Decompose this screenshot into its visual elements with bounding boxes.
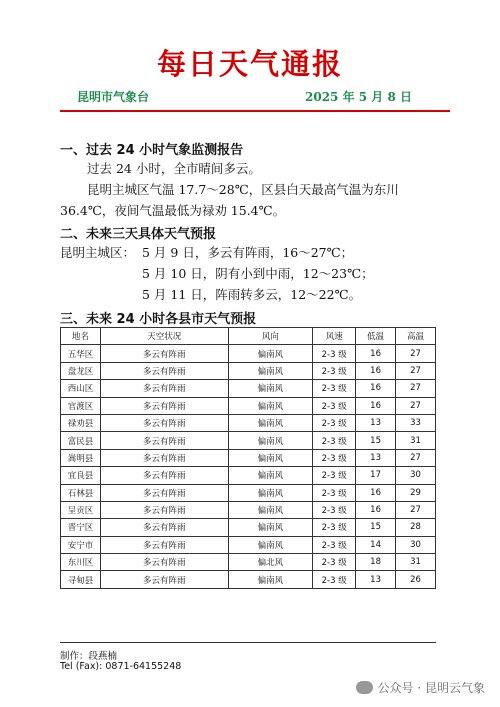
table-cell: 2-3 级 [313, 397, 356, 414]
table-row [61, 501, 436, 518]
table-cell: 28 [396, 519, 436, 536]
section1-line1: 过去 24 小时，全市晴间多云。 [87, 161, 261, 176]
table-cell: 13 [356, 571, 396, 588]
table-cell: 27 [396, 449, 436, 466]
table-cell: 18 [356, 554, 396, 571]
table-cell: 偏南风 [228, 345, 313, 362]
footer-divider [60, 642, 436, 643]
footer-tel: Tel (Fax): 0871-64155248 [60, 661, 182, 672]
table-cell: 27 [396, 362, 436, 379]
table-cell: 多云有阵雨 [100, 362, 228, 379]
table-cell: 多云有阵雨 [100, 467, 228, 484]
section2-heading: 二、未来三天具体天气预报 [60, 227, 217, 242]
table-cell: 偏南风 [228, 414, 313, 431]
table-cell: 多云有阵雨 [100, 501, 228, 518]
table-cell: 多云有阵雨 [100, 345, 228, 362]
section3-heading: 三、未来 24 小时各县市天气预报 [60, 312, 257, 327]
forecast-day3: 5 月 11 日，阵雨转多云，12～22℃。 [142, 287, 362, 302]
table-cell: 2-3 级 [313, 380, 356, 397]
table-row [61, 554, 436, 571]
table-cell: 偏南风 [228, 362, 313, 379]
table-cell: 偏南风 [228, 467, 313, 484]
table-cell: 15 [356, 432, 396, 449]
forecast-day2: 5 月 10 日，阴有小到中雨，12～23℃； [142, 266, 374, 281]
table-row [61, 362, 436, 379]
table-row [61, 484, 436, 501]
table-cell: 31 [396, 554, 436, 571]
table-cell: 禄劝县 [61, 414, 101, 431]
table-cell: 偏南风 [228, 519, 313, 536]
table-cell: 东川区 [61, 554, 101, 571]
table-row [61, 345, 436, 362]
forecast-day1: 5 月 9 日，多云有阵雨，16～27℃； [142, 245, 354, 260]
table-cell: 偏南风 [228, 449, 313, 466]
section1-line2: 昆明主城区气温 17.7～28℃，区县白天最高气温为东川 [87, 182, 399, 197]
table-row [61, 414, 436, 431]
table-cell: 2-3 级 [313, 501, 356, 518]
section1-line3: 36.4℃，夜间气温最低为禄劝 15.4℃。 [60, 203, 286, 218]
table-cell: 16 [356, 484, 396, 501]
table-cell: 偏南风 [228, 536, 313, 553]
table-cell: 33 [396, 414, 436, 431]
table-cell: 安宁市 [61, 536, 101, 553]
table-cell: 16 [356, 362, 396, 379]
table-cell: 16 [356, 397, 396, 414]
table-row [61, 380, 436, 397]
issuer-name: 昆明市气象台 [77, 90, 150, 104]
table-cell: 13 [356, 414, 396, 431]
table-cell: 偏南风 [228, 484, 313, 501]
table-cell: 2-3 级 [313, 414, 356, 431]
column-header: 风向 [228, 328, 313, 345]
column-header: 高温 [396, 328, 436, 345]
table-cell: 2-3 级 [313, 571, 356, 588]
section1-heading: 一、过去 24 小时气象监测报告 [60, 143, 244, 158]
table-cell: 15 [356, 519, 396, 536]
table-cell: 27 [396, 397, 436, 414]
table-cell: 多云有阵雨 [100, 449, 228, 466]
table-cell: 16 [356, 345, 396, 362]
column-header: 天空状况 [100, 328, 228, 345]
column-header: 地名 [61, 328, 101, 345]
table-cell: 偏南风 [228, 380, 313, 397]
table-cell: 2-3 级 [313, 362, 356, 379]
table-cell: 27 [396, 380, 436, 397]
table-cell: 嵩明县 [61, 449, 101, 466]
table-row [61, 432, 436, 449]
table-cell: 31 [396, 432, 436, 449]
report-date: 2025 年 5 月 8 日 [305, 90, 412, 104]
report-title: 每日天气通报 [156, 47, 343, 81]
table-cell: 29 [396, 484, 436, 501]
table-cell: 多云有阵雨 [100, 519, 228, 536]
wechat-icon [356, 681, 373, 694]
table-row [61, 397, 436, 414]
footer-maker: 制作：段燕楠 [60, 651, 118, 662]
forecast-table [60, 327, 436, 589]
table-cell: 富民县 [61, 432, 101, 449]
table-cell: 16 [356, 501, 396, 518]
table-cell: 偏南风 [228, 397, 313, 414]
table-cell: 2-3 级 [313, 345, 356, 362]
table-row [61, 449, 436, 466]
table-cell: 西山区 [61, 380, 101, 397]
table-cell: 30 [396, 467, 436, 484]
table-cell: 26 [396, 571, 436, 588]
watermark-text: 公众号 · 昆明云气象 [377, 681, 485, 695]
table-cell: 30 [396, 536, 436, 553]
table-cell: 2-3 级 [313, 554, 356, 571]
table-cell: 多云有阵雨 [100, 484, 228, 501]
table-cell: 多云有阵雨 [100, 536, 228, 553]
table-cell: 多云有阵雨 [100, 554, 228, 571]
table-cell: 2-3 级 [313, 536, 356, 553]
table-cell: 多云有阵雨 [100, 414, 228, 431]
table-cell: 2-3 级 [313, 484, 356, 501]
table-cell: 石林县 [61, 484, 101, 501]
table-cell: 27 [396, 501, 436, 518]
forecast-area-label: 昆明主城区： [60, 245, 136, 260]
table-cell: 呈贡区 [61, 501, 101, 518]
table-cell: 13 [356, 449, 396, 466]
table-header-row [61, 328, 436, 345]
table-cell: 五华区 [61, 345, 101, 362]
table-cell: 偏南风 [228, 501, 313, 518]
table-cell: 多云有阵雨 [100, 432, 228, 449]
table-cell: 多云有阵雨 [100, 397, 228, 414]
table-cell: 2-3 级 [313, 519, 356, 536]
table-row [61, 467, 436, 484]
table-cell: 官渡区 [61, 397, 101, 414]
table-cell: 2-3 级 [313, 467, 356, 484]
table-cell: 盘龙区 [61, 362, 101, 379]
column-header: 低温 [356, 328, 396, 345]
table-cell: 偏南风 [228, 432, 313, 449]
table-row [61, 519, 436, 536]
table-cell: 多云有阵雨 [100, 571, 228, 588]
table-cell: 14 [356, 536, 396, 553]
table-cell: 多云有阵雨 [100, 380, 228, 397]
table-cell: 寻甸县 [61, 571, 101, 588]
table-cell: 偏南风 [228, 571, 313, 588]
table-cell: 2-3 级 [313, 432, 356, 449]
table-cell: 晋宁区 [61, 519, 101, 536]
watermark [356, 679, 485, 696]
table-cell: 宜良县 [61, 467, 101, 484]
table-cell: 17 [356, 467, 396, 484]
table-cell: 偏北风 [228, 554, 313, 571]
table-cell: 27 [396, 345, 436, 362]
table-cell: 2-3 级 [313, 449, 356, 466]
header-divider [60, 110, 450, 112]
table-row [61, 571, 436, 588]
column-header: 风速 [313, 328, 356, 345]
table-cell: 16 [356, 380, 396, 397]
table-row [61, 536, 436, 553]
